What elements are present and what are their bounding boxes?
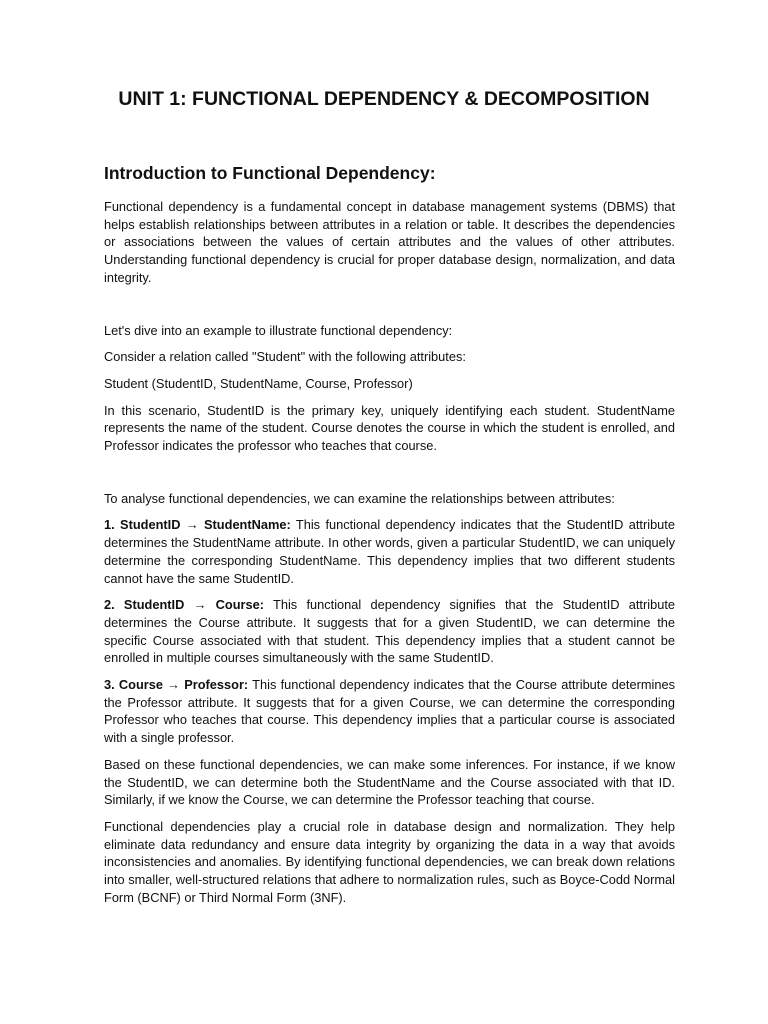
dependency-item-2	[104, 596, 675, 667]
example-intro: Let's dive into an example to illustrate functional dependency:	[104, 322, 453, 338]
inferences-paragraph: Based on these functional dependencies, we can make some inferences. For instance, if we know the StudentID, we can determine both the StudentName and the Course associated with that ID. Similarly, if we know the Course, we can determine the Professor teaching that course.	[104, 756, 675, 808]
analyse-intro: To analyse functional dependencies, we can examine the relationships between attributes:	[104, 490, 615, 506]
closing-paragraph: Functional dependencies play a crucial role in database design and normalization. They help eliminate data redundancy and ensure data integrity by organizing the data in a way that avoids inconsistencies and anomalies. By identifying functional dependencies, we can break down relations into smaller, well-structured relations that adhere to normalization rules, such as Boyce-Codd Normal Form (BCNF) or Third Normal Form (3NF).	[104, 818, 675, 905]
dependency-label: 3. Course → Professor:	[104, 677, 249, 693]
dependency-label: 1. StudentID → StudentName:	[104, 517, 291, 533]
scenario-paragraph: In this scenario, StudentID is the primary key, uniquely identifying each student. StudentName represents the name of the student. Course denotes the course in which the student is enrolled, and Professor indicates the professor who teaches that course.	[104, 402, 675, 454]
spacer	[104, 296, 675, 322]
document-body	[104, 160, 675, 916]
relation-schema: Student (StudentID, StudentName, Course, Professor)	[104, 375, 413, 391]
document-title: UNIT 1: FUNCTIONAL DEPENDENCY & DECOMPOSITION	[118, 88, 650, 110]
dependency-item-3	[104, 676, 675, 747]
intro-paragraph: Functional dependency is a fundamental concept in database management systems (DBMS) that helps establish relationships between attributes in a relation or table. It describes the dependencies or associations between the values of certain attributes and the values of other attributes. Understanding functional dependency is crucial for proper database design, normalization, and data integrity.	[104, 199, 675, 285]
consider-relation: Consider a relation called "Student" with the following attributes:	[104, 349, 466, 365]
dependency-text: This functional dependency indicates that the Course attribute determines the Professor attribute. It suggests that for a given Course, we can determine the corresponding Professor who teaches that course. This dependency implies that a particular course is associated with a single professor.	[104, 677, 675, 746]
section-heading: Introduction to Functional Dependency:	[104, 163, 436, 183]
dependency-text: This functional dependency signifies that the StudentID attribute determines the Course attribute. It suggests that for a given StudentID, we can determine the specific Course associated with that student. This dependency implies that a student cannot be enrolled in multiple courses simultaneously with the same StudentID.	[104, 597, 675, 666]
dependency-item-1	[104, 516, 675, 587]
spacer	[104, 464, 675, 490]
dependency-label: 2. StudentID → Course:	[104, 597, 264, 613]
dependency-text: This functional dependency indicates that the StudentID attribute determines the StudentName attribute. In other words, given a particular StudentID, we can uniquely determine the corresponding StudentName. This dependency implies that two different students cannot have the same StudentID.	[104, 517, 675, 586]
